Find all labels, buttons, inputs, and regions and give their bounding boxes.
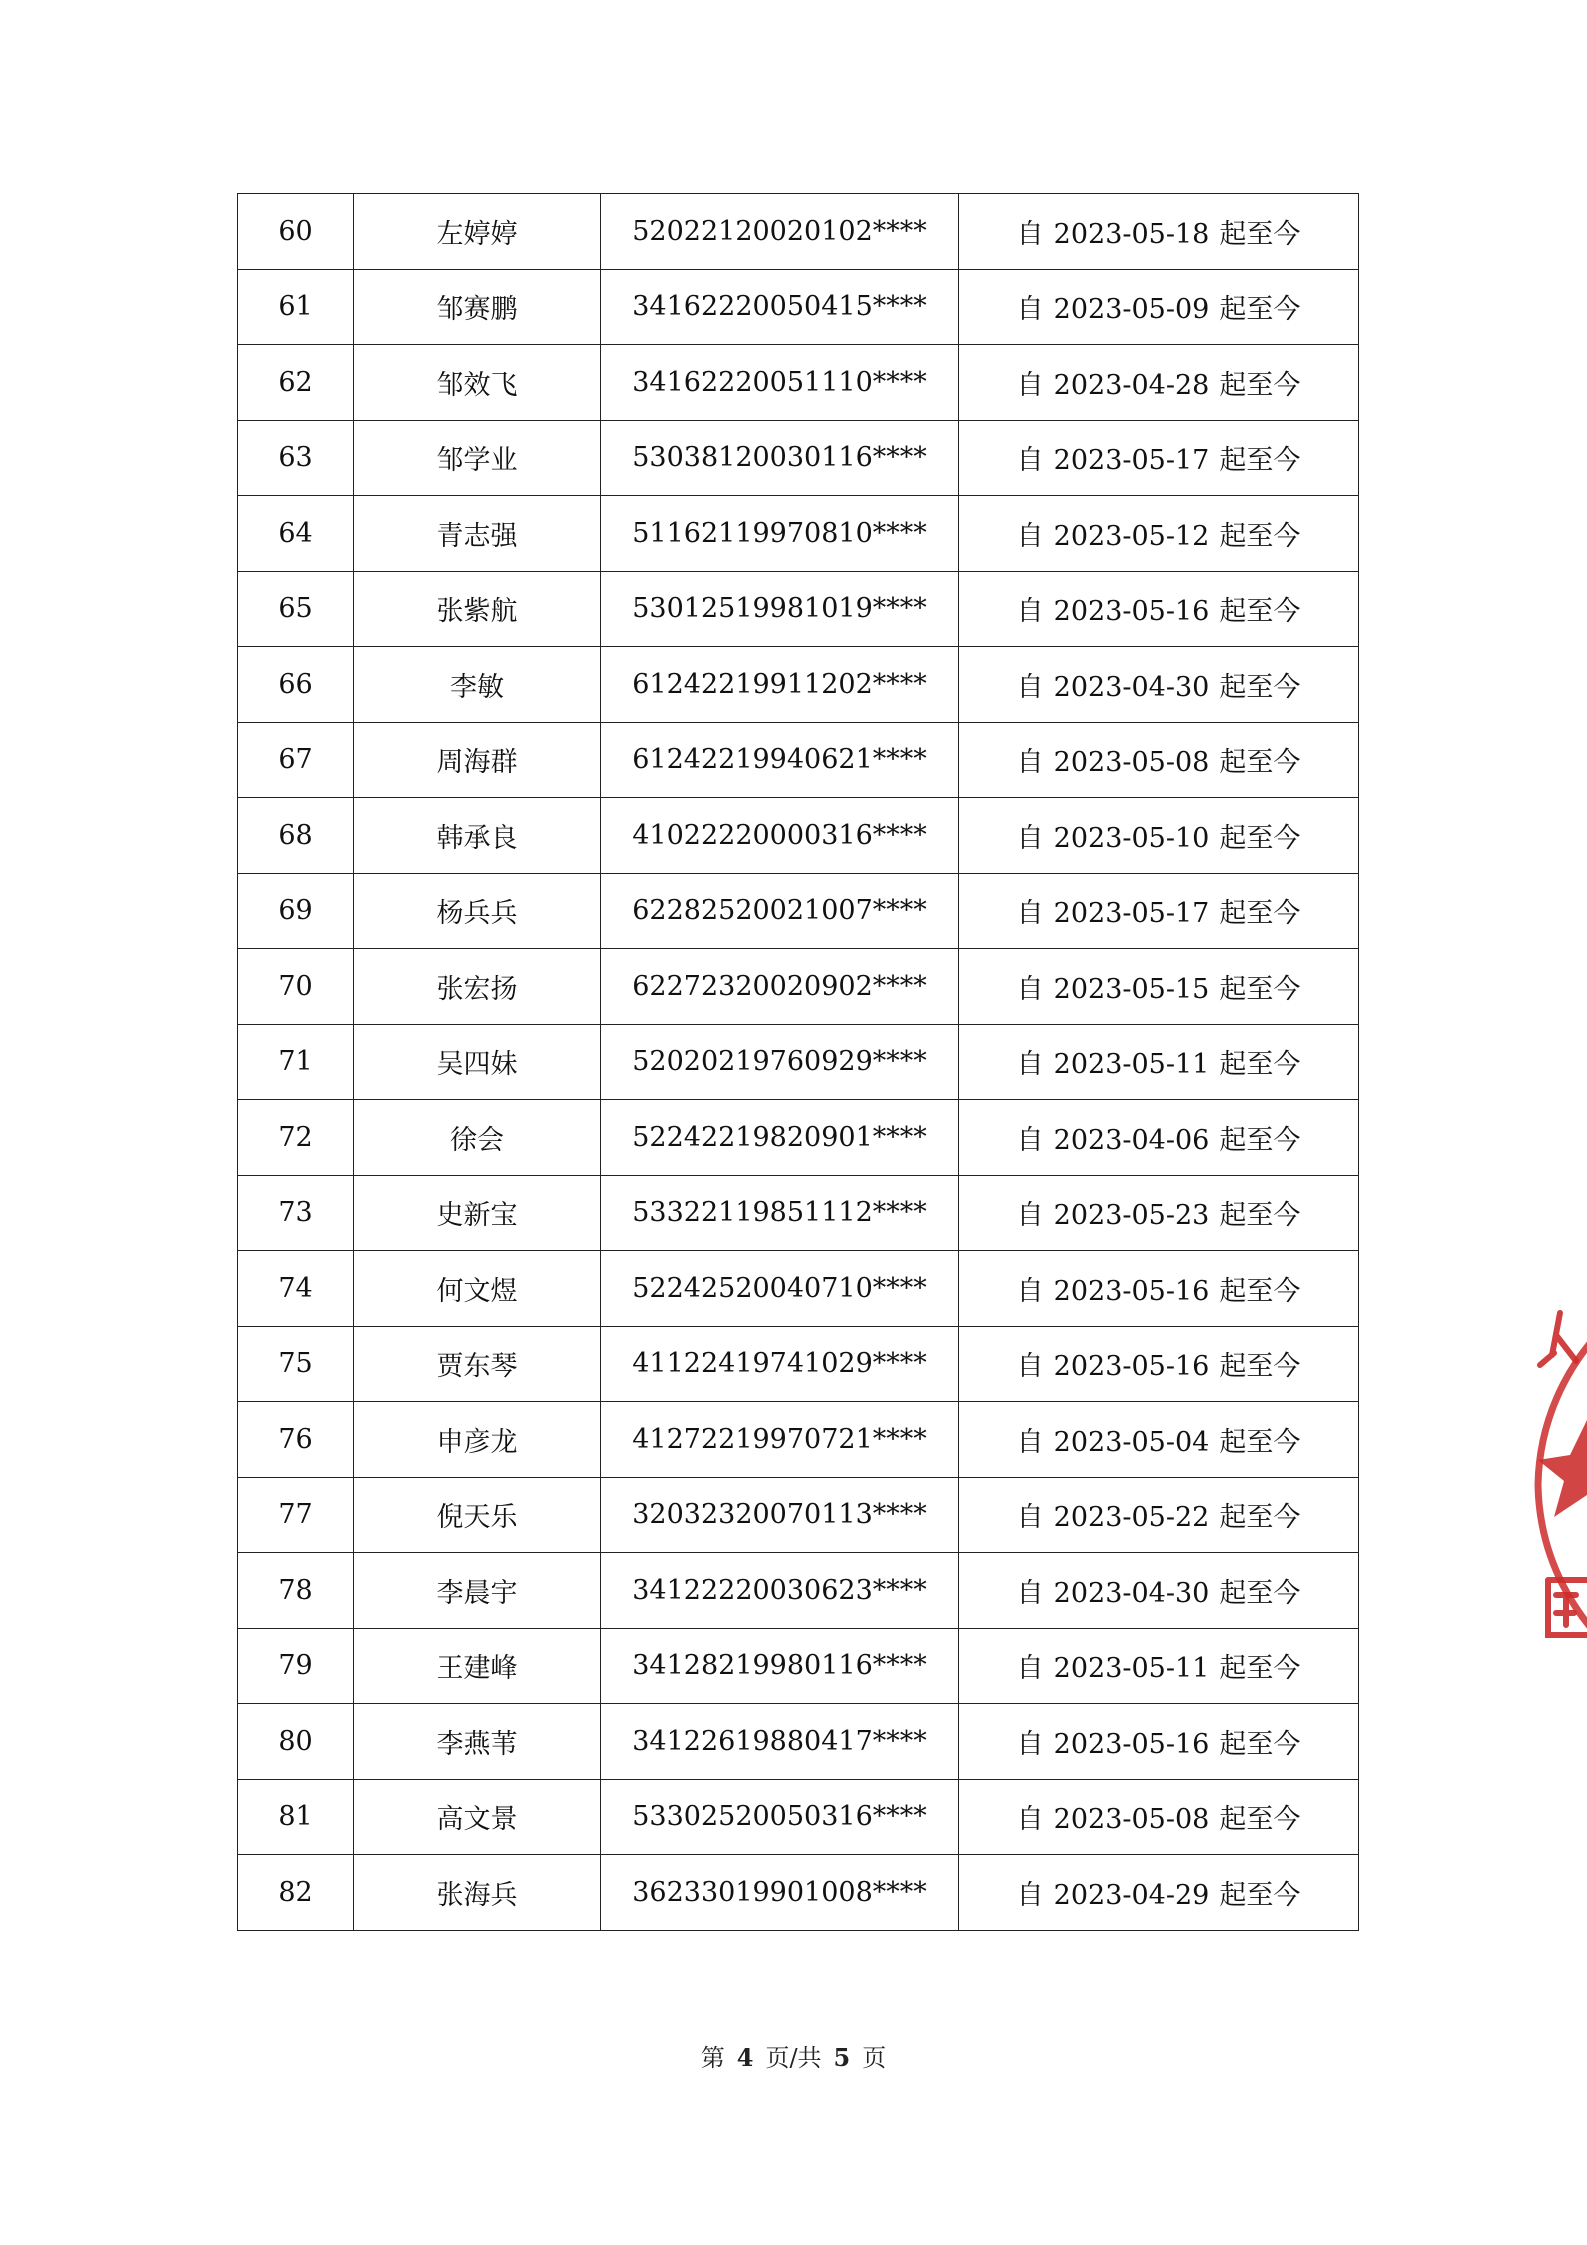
period-from-label: 自 [1016,1200,1044,1232]
name-cell: 倪天乐 [354,1477,601,1553]
period-from-label: 自 [1016,218,1044,250]
row-number-cell: 73 [238,1175,354,1251]
id-number-cell: 34162220050415**** [601,269,959,345]
period-start-date: 2023-05-16 [1053,1275,1210,1307]
id-number-cell: 53322119851112**** [601,1175,959,1251]
table-row [238,345,1359,421]
period-cell [959,1251,1359,1327]
period-start-date: 2023-05-10 [1053,822,1210,854]
period-to-label: 起至今 [1219,898,1301,930]
period-from-label: 自 [1016,1879,1044,1911]
period-to-label: 起至今 [1219,1653,1301,1685]
table-row [238,1553,1359,1629]
name-cell: 邹学业 [354,420,601,496]
period-to-label: 起至今 [1219,294,1301,326]
period-cell [959,1553,1359,1629]
table-row [238,647,1359,723]
period-start-date: 2023-05-16 [1053,1351,1210,1383]
period-cell [959,1024,1359,1100]
table-row [238,496,1359,572]
id-number-cell: 53302520050316**** [601,1779,959,1855]
id-number-cell: 61242219940621**** [601,722,959,798]
period-cell [959,1704,1359,1780]
period-from-label: 自 [1016,596,1044,628]
period-start-date: 2023-05-11 [1053,1653,1210,1685]
row-number-cell: 71 [238,1024,354,1100]
period-cell [959,420,1359,496]
period-cell [959,1175,1359,1251]
period-start-date: 2023-05-18 [1053,218,1210,250]
table-row [238,1628,1359,1704]
table-row [238,1100,1359,1176]
period-cell [959,345,1359,421]
period-to-label: 起至今 [1219,1728,1301,1760]
table-row [238,1251,1359,1327]
period-cell [959,1100,1359,1176]
period-start-date: 2023-04-30 [1053,671,1210,703]
name-cell: 张宏扬 [354,949,601,1025]
table-row [238,194,1359,270]
id-number-cell: 52242219820901**** [601,1100,959,1176]
period-from-label: 自 [1016,1577,1044,1609]
period-to-label: 起至今 [1219,1351,1301,1383]
row-number-cell: 65 [238,571,354,647]
period-cell [959,1402,1359,1478]
table-row [238,1477,1359,1553]
id-number-cell: 53012519981019**** [601,571,959,647]
table-row [238,1855,1359,1931]
roster-table [237,193,1359,1931]
id-number-cell: 41272219970721**** [601,1402,959,1478]
period-start-date: 2023-04-30 [1053,1577,1210,1609]
period-to-label: 起至今 [1219,671,1301,703]
row-number-cell: 80 [238,1704,354,1780]
period-start-date: 2023-05-17 [1053,898,1210,930]
period-start-date: 2023-05-04 [1053,1426,1210,1458]
period-start-date: 2023-04-28 [1053,369,1210,401]
row-number-cell: 64 [238,496,354,572]
table-row [238,1779,1359,1855]
row-number-cell: 60 [238,194,354,270]
period-from-label: 自 [1016,369,1044,401]
name-cell: 吴四妹 [354,1024,601,1100]
name-cell: 邹赛鹏 [354,269,601,345]
period-start-date: 2023-05-22 [1053,1502,1210,1534]
period-cell [959,647,1359,723]
id-number-cell: 32032320070113**** [601,1477,959,1553]
table-row [238,1024,1359,1100]
period-cell [959,1855,1359,1931]
id-number-cell: 62282520021007**** [601,873,959,949]
period-start-date: 2023-04-29 [1053,1879,1210,1911]
period-from-label: 自 [1016,1804,1044,1836]
period-start-date: 2023-04-06 [1053,1124,1210,1156]
name-cell: 韩承良 [354,798,601,874]
table-row [238,1175,1359,1251]
row-number-cell: 74 [238,1251,354,1327]
name-cell: 左婷婷 [354,194,601,270]
row-number-cell: 77 [238,1477,354,1553]
table-row [238,420,1359,496]
name-cell: 申彦龙 [354,1402,601,1478]
name-cell: 贾东琴 [354,1326,601,1402]
table-row [238,1704,1359,1780]
period-cell [959,1477,1359,1553]
period-cell [959,949,1359,1025]
row-number-cell: 67 [238,722,354,798]
period-to-label: 起至今 [1219,1200,1301,1232]
period-start-date: 2023-05-23 [1053,1200,1210,1232]
period-to-label: 起至今 [1219,1124,1301,1156]
name-cell: 王建峰 [354,1628,601,1704]
period-from-label: 自 [1016,1351,1044,1383]
table-row [238,269,1359,345]
id-number-cell: 34122220030623**** [601,1553,959,1629]
period-from-label: 自 [1016,898,1044,930]
row-number-cell: 75 [238,1326,354,1402]
period-from-label: 自 [1016,973,1044,1005]
row-number-cell: 79 [238,1628,354,1704]
name-cell: 李燕苇 [354,1704,601,1780]
row-number-cell: 61 [238,269,354,345]
period-cell [959,798,1359,874]
period-to-label: 起至今 [1219,445,1301,477]
period-to-label: 起至今 [1219,1502,1301,1534]
period-cell [959,496,1359,572]
period-to-label: 起至今 [1219,218,1301,250]
period-start-date: 2023-05-15 [1053,973,1210,1005]
row-number-cell: 63 [238,420,354,496]
period-start-date: 2023-05-16 [1053,1728,1210,1760]
period-cell [959,722,1359,798]
period-start-date: 2023-05-08 [1053,1804,1210,1836]
id-number-cell: 53038120030116**** [601,420,959,496]
period-to-label: 起至今 [1219,1049,1301,1081]
name-cell: 周海群 [354,722,601,798]
period-start-date: 2023-05-17 [1053,445,1210,477]
name-cell: 杨兵兵 [354,873,601,949]
period-from-label: 自 [1016,1426,1044,1458]
row-number-cell: 72 [238,1100,354,1176]
period-from-label: 自 [1016,445,1044,477]
period-to-label: 起至今 [1219,1879,1301,1911]
id-number-cell: 41122419741029**** [601,1326,959,1402]
footer-prefix: 第 [700,2044,725,2072]
table-row [238,798,1359,874]
period-to-label: 起至今 [1219,596,1301,628]
row-number-cell: 76 [238,1402,354,1478]
period-start-date: 2023-05-11 [1053,1049,1210,1081]
period-cell [959,1326,1359,1402]
period-to-label: 起至今 [1219,1426,1301,1458]
row-number-cell: 81 [238,1779,354,1855]
table-row [238,873,1359,949]
period-to-label: 起至今 [1219,520,1301,552]
id-number-cell: 34162220051110**** [601,345,959,421]
period-from-label: 自 [1016,1124,1044,1156]
name-cell: 徐会 [354,1100,601,1176]
row-number-cell: 66 [238,647,354,723]
id-number-cell: 52020219760929**** [601,1024,959,1100]
period-from-label: 自 [1016,294,1044,326]
name-cell: 青志强 [354,496,601,572]
id-number-cell: 34128219980116**** [601,1628,959,1704]
period-from-label: 自 [1016,1653,1044,1685]
official-seal-graphic [1530,1295,1587,1675]
table-row [238,1326,1359,1402]
period-to-label: 起至今 [1219,747,1301,779]
total-pages-number: 5 [833,2043,851,2072]
roster-body [238,194,1359,1931]
table-row [238,722,1359,798]
page-footer [0,2038,1587,2073]
id-number-cell: 41022220000316**** [601,798,959,874]
footer-suffix: 页 [862,2044,887,2072]
table-row [238,1402,1359,1478]
name-cell: 邹效飞 [354,345,601,421]
period-start-date: 2023-05-08 [1053,747,1210,779]
period-from-label: 自 [1016,822,1044,854]
table-row [238,571,1359,647]
name-cell: 张紫航 [354,571,601,647]
period-cell [959,873,1359,949]
period-cell [959,1779,1359,1855]
name-cell: 何文煜 [354,1251,601,1327]
id-number-cell: 51162119970810**** [601,496,959,572]
row-number-cell: 70 [238,949,354,1025]
period-to-label: 起至今 [1219,1275,1301,1307]
id-number-cell: 52242520040710**** [601,1251,959,1327]
period-cell [959,571,1359,647]
period-to-label: 起至今 [1219,1577,1301,1609]
period-from-label: 自 [1016,1275,1044,1307]
period-from-label: 自 [1016,671,1044,703]
period-cell [959,194,1359,270]
row-number-cell: 68 [238,798,354,874]
name-cell: 李晨宇 [354,1553,601,1629]
name-cell: 史新宝 [354,1175,601,1251]
name-cell: 张海兵 [354,1855,601,1931]
footer-middle: 页/共 [765,2044,822,2072]
period-from-label: 自 [1016,747,1044,779]
period-from-label: 自 [1016,1728,1044,1760]
period-cell [959,269,1359,345]
id-number-cell: 36233019901008**** [601,1855,959,1931]
id-number-cell: 62272320020902**** [601,949,959,1025]
period-start-date: 2023-05-09 [1053,294,1210,326]
row-number-cell: 78 [238,1553,354,1629]
name-cell: 高文景 [354,1779,601,1855]
id-number-cell: 61242219911202**** [601,647,959,723]
name-cell: 李敏 [354,647,601,723]
period-from-label: 自 [1016,1049,1044,1081]
period-from-label: 自 [1016,520,1044,552]
period-start-date: 2023-05-16 [1053,596,1210,628]
period-to-label: 起至今 [1219,369,1301,401]
period-to-label: 起至今 [1219,1804,1301,1836]
period-start-date: 2023-05-12 [1053,520,1210,552]
period-to-label: 起至今 [1219,822,1301,854]
id-number-cell: 52022120020102**** [601,194,959,270]
row-number-cell: 69 [238,873,354,949]
period-cell [959,1628,1359,1704]
period-to-label: 起至今 [1219,973,1301,1005]
row-number-cell: 82 [238,1855,354,1931]
official-seal [1530,1295,1587,1675]
table-row [238,949,1359,1025]
current-page-number: 4 [736,2043,754,2072]
row-number-cell: 62 [238,345,354,421]
id-number-cell: 34122619880417**** [601,1704,959,1780]
period-from-label: 自 [1016,1502,1044,1534]
